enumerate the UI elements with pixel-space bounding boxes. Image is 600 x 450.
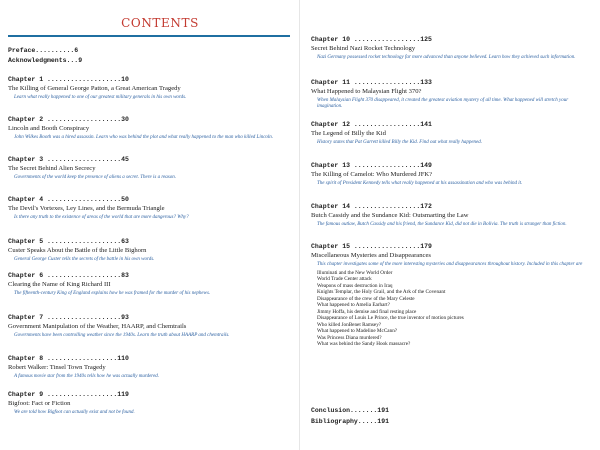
list-item: Who killed JonBenet Ramsey? (317, 321, 382, 328)
toc-entry-chapter-15[interactable] (311, 243, 586, 348)
list-item: Was Princess Diana murdered? (317, 334, 382, 341)
chapter-label: Chapter 14 .................172 (311, 203, 432, 210)
chapter-description: The famous outlaw, Butch Cassidy and his friend, the Sundance Kid, did not die in Bolivia. The truth is stranger than fiction. (317, 221, 567, 227)
chapter-title: Secret Behind Nazi Rocket Technology (311, 45, 416, 52)
chapter-label: Chapter 12 .................141 (311, 121, 432, 128)
back-matter-conclusion[interactable]: Conclusion.......191 (311, 407, 390, 414)
chapter-label: Chapter 10 .................125 (311, 36, 432, 43)
chapter-label: Chapter 6 ...................83 (8, 272, 129, 279)
chapter-label: Chapter 13 .................149 (311, 162, 432, 169)
chapter-title: Bigfoot: Fact or Fiction (8, 400, 71, 407)
toc-entry-chapter-10[interactable] (311, 36, 586, 61)
toc-entry-chapter-7[interactable] (8, 314, 283, 339)
chapter-description: A famous movie star from the 1940s tells how he was actually murdered. (14, 373, 160, 379)
chapter-title: Custer Speaks About the Battle of the Little Bighorn (8, 247, 147, 254)
page-title: CONTENTS (121, 16, 199, 30)
chapter-description: John Wilkes Booth was a hired assassin. Learn who was behind the plot and what really happened to the man who killed Lincoln. (14, 134, 274, 140)
misc-topics-list (317, 270, 586, 348)
toc-entry-chapter-8[interactable] (8, 355, 283, 380)
toc-entry-chapter-11[interactable] (311, 79, 586, 110)
chapter-description: Nazi Germany possessed rocket technology far more advanced than anyone believed. Learn how they achieved such information. (317, 54, 576, 60)
chapter-title: Miscellaneous Mysteries and Disappearances (311, 252, 431, 259)
toc-entry-chapter-6[interactable] (8, 272, 283, 297)
chapter-title: Butch Cassidy and the Sundance Kid: Outsmarting the Law (311, 212, 469, 219)
chapter-description: General George Custer tells the secrets of the battle in his own words. (14, 256, 155, 262)
chapter-label: Chapter 4 ...................50 (8, 196, 129, 203)
chapter-description: Governments of the world keep the presence of aliens a secret. There is a reason. (14, 174, 177, 180)
chapter-label: Chapter 9 ..................119 (8, 391, 129, 398)
chapter-title: The Secret Behind Alien Secrecy (8, 165, 96, 172)
right-page (300, 0, 600, 450)
chapter-title: Lincoln and Booth Conspiracy (8, 125, 90, 132)
list-item: World Trade Center attack (317, 276, 372, 282)
list-item: What happened to Amelia Earhart? (317, 302, 390, 308)
chapter-description: We are told how Bigfoot can actually exist and not be found. (14, 409, 135, 415)
toc-entry-chapter-5[interactable] (8, 238, 283, 263)
list-item: Illuminati and the New World Order (317, 269, 393, 276)
toc-entry-chapter-13[interactable] (311, 162, 586, 187)
list-item: Jimmy Hoffa, his demise and final resting place (317, 308, 417, 315)
chapter-title: The Killing of General George Patton, a Great American Tragedy (8, 85, 181, 92)
toc-entry-chapter-1[interactable] (8, 76, 283, 101)
list-item: What happened to Madeline McCann? (317, 328, 398, 334)
chapter-description: Governments have been controlling weather since the 1940s. Learn the truth about HAARP and chemtrails. (14, 332, 230, 338)
chapter-label: Chapter 8 ..................110 (8, 355, 129, 362)
chapter-description: This chapter investigates some of the more interesting mysteries and disappearances throughout history. Included in this chapter are (317, 261, 583, 267)
chapter-title: Robert Walker: Tinsel Town Tragedy (8, 364, 106, 371)
back-matter-bibliography[interactable]: Bibliography.....191 (311, 418, 390, 425)
chapter-title: What Happened to Malaysian Flight 370? (311, 88, 422, 95)
chapter-title: Government Manipulation of the Weather, HAARP, and Chemtrails (8, 323, 187, 330)
toc-entry-chapter-9[interactable] (8, 391, 283, 416)
chapter-label: Chapter 7 ...................93 (8, 314, 129, 321)
list-item: Knights Templar, the Holy Grail, and the Ark of the Covenant (317, 289, 446, 295)
front-matter-preface[interactable]: Preface..........6 (8, 47, 79, 54)
chapter-label: Chapter 3 ...................45 (8, 156, 129, 163)
toc-entry-chapter-2[interactable] (8, 116, 283, 141)
chapter-description: History states that Pat Garrett killed Billy the Kid. Find out what really happened. (317, 139, 483, 145)
chapter-description: Is there any truth to the existence of areas of the world that are more dangerous? Why? (14, 214, 189, 220)
title-rule (8, 35, 290, 37)
chapter-label: Chapter 5 ...................63 (8, 238, 129, 245)
chapter-title: The Killing of Camelot: Who Murdered JFK? (311, 171, 433, 178)
chapter-description: Learn what really happened to one of our greatest military generals in his own words. (14, 94, 187, 100)
chapter-title: The Devil's Vortexes, Ley Lines, and the Bermuda Triangle (8, 205, 165, 212)
toc-entry-chapter-4[interactable] (8, 196, 283, 221)
list-item: What was behind the Sandy Hook massacre? (317, 341, 411, 347)
list-item: Weapons of mass destruction in Iraq (317, 282, 393, 289)
list-item: Disappearance of the crew of the Mary Celeste (317, 295, 415, 302)
chapter-label: Chapter 1 ...................10 (8, 76, 129, 83)
chapter-description: The fifteenth-century King of England explains how he was framed for the murder of his nephews. (14, 290, 211, 296)
chapter-title: The Legend of Billy the Kid (311, 130, 386, 137)
toc-entry-chapter-14[interactable] (311, 203, 586, 228)
list-item: Disappearance of Louis Le Prince, the true inventor of motion pictures (317, 315, 464, 321)
chapter-title: Clearing the Name of King Richard III (8, 281, 111, 288)
chapter-label: Chapter 11 .................133 (311, 79, 432, 86)
front-matter-acknowledgments[interactable]: Acknowledgments...9 (8, 57, 83, 64)
toc-entry-chapter-3[interactable] (8, 156, 283, 181)
chapter-label: Chapter 2 ...................30 (8, 116, 129, 123)
toc-entry-chapter-12[interactable] (311, 121, 586, 146)
chapter-label: Chapter 15 .................179 (311, 243, 432, 250)
chapter-description: When Malaysian Flight 370 disappeared, it created the greatest aviation mystery of all time. What happened will stretch your imagination. (317, 97, 569, 109)
chapter-description: The spirit of President Kennedy tells what really happened at his assassination and who was behind it. (317, 180, 523, 186)
